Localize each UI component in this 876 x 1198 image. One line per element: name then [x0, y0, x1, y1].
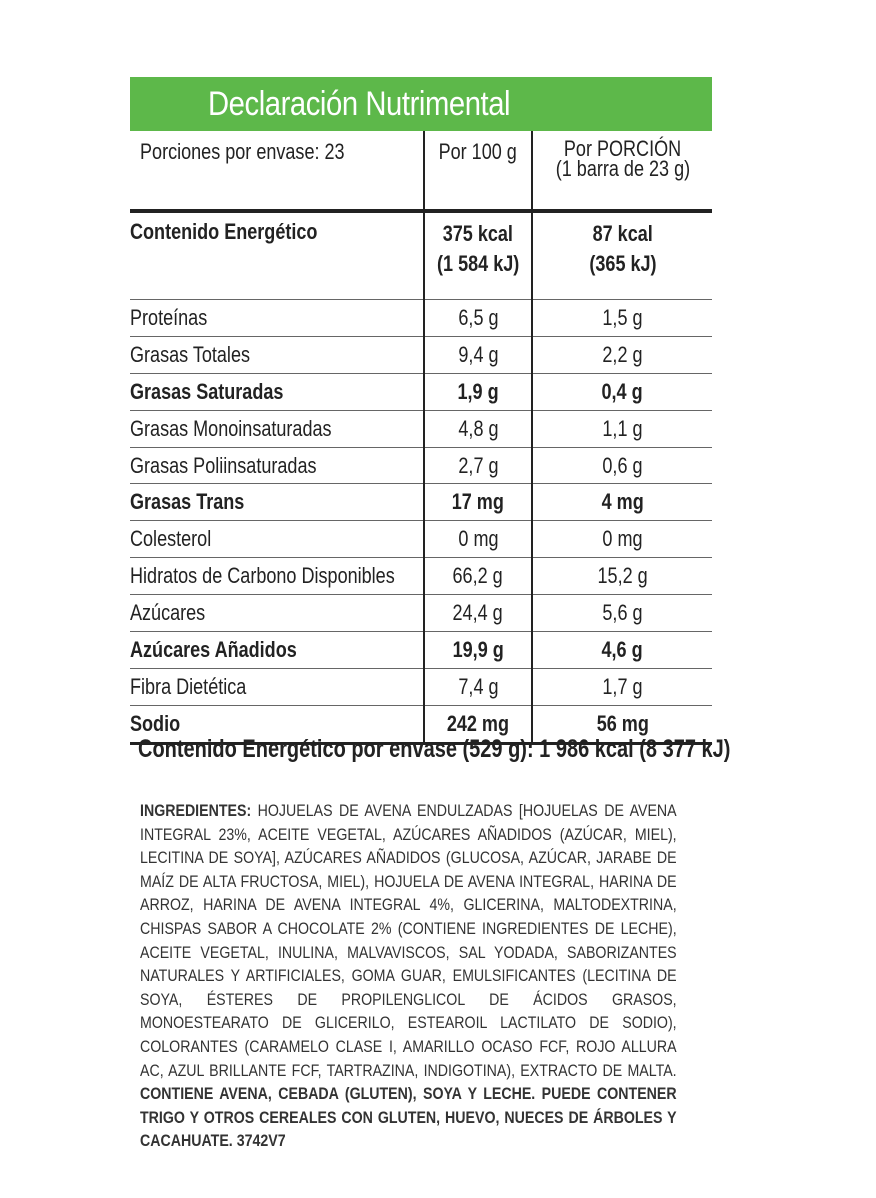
energy-per100-kcal: 375 kcal [442, 221, 514, 246]
nutrient-row-grasas-trans [130, 484, 712, 521]
nutrient-name: Azúcares Añadidos [130, 636, 297, 662]
nutrient-portion: 2,2 g [602, 341, 643, 367]
per-portion-subheader: (1 barra de 23 g) [555, 156, 690, 181]
nutrient-per100: 9,4 g [457, 341, 499, 367]
nutrient-portion: 1,7 g [602, 673, 643, 699]
per-100g-header: Por 100 g [438, 139, 518, 164]
nutrition-label [130, 77, 712, 745]
ingredients-label: INGREDIENTES: [140, 802, 252, 820]
energy-label: Contenido Energético [130, 219, 318, 244]
nutrient-per100: 4,8 g [457, 415, 499, 441]
nutrient-portion: 1,5 g [602, 304, 643, 330]
nutrient-portion: 56 mg [596, 710, 649, 736]
per-portion-header: Por PORCIÓN [563, 136, 682, 161]
ingredients-text: HOJUELAS DE AVENA ENDULZADAS [HOJUELAS DE AVENA INTEGRAL 23%, ACEITE VEGETAL, AZÚCARES AÑADIDOS (AZÚCAR, MIEL), LECITINA DE SOYA], AZÚCARES AÑADIDOS (GLUCOSA, AZÚCAR, JARABE DE MAÍZ DE ALTA FRUCTOSA, MIEL), HOJUELA DE AVENA INTEGRAL, HARINA DE ARROZ, HARINA DE AVENA INTEGRAL 4%, GLICERINA, MALTODEXTRINA, CHISPAS SABOR A CHOCOLATE 2% (CONTIENE INGREDIENTES DE LECHE), ACEITE VEGETAL, INULINA, MALVAVISCOS, SAL YODADA, SABORIZANTES NATURALES Y ARTIFICIALES, GOMA GUAR, EMULSIFICANTES (LECITINA DE SOYA, ÉSTERES DE PROPILENGLICOL DE ÁCIDOS GRASOS, MONOESTEARATO DE GLICERILO, ESTEAROIL LACTILATO DE SODIO), COLORANTES (CARAMELO CLASE I, AMARILLO OCASO FCF, ROJO ALLURA AC, AZUL BRILLANTE FCF, TARTRAZINA, INDIGOTINA), EXTRACTO DE MALTA. [140, 802, 677, 1080]
nutrient-portion: 4 mg [601, 489, 644, 515]
nutrient-per100: 1,9 g [457, 378, 499, 404]
energy-portion-kcal: 87 kcal [592, 221, 653, 246]
ingredients-block [140, 800, 677, 1154]
nutrient-row-grasas-monoinsaturadas [130, 410, 712, 447]
nutrient-row-colesterol [130, 521, 712, 558]
nutrient-portion: 4,6 g [601, 636, 644, 662]
energy-per100-kj: (1 584 kJ) [436, 251, 520, 276]
header-row [130, 131, 712, 211]
nutrient-row-fibra [130, 668, 712, 705]
nutrient-row-azucares-anadidos [130, 632, 712, 669]
nutrient-row-hidratos [130, 558, 712, 595]
nutrient-portion: 0 mg [602, 526, 643, 552]
nutrient-name: Grasas Saturadas [130, 378, 284, 404]
nutrient-name: Grasas Totales [130, 341, 251, 367]
energy-portion-kj: (365 kJ) [588, 251, 657, 276]
nutrient-row-proteinas [130, 300, 712, 337]
nutrient-per100: 6,5 g [457, 304, 499, 330]
title-bar [130, 77, 712, 131]
nutrient-row-azucares [130, 595, 712, 632]
nutrient-portion: 5,6 g [602, 600, 643, 626]
label-title: Declaración Nutrimental [208, 84, 511, 123]
energy-per-package: Contenido Energético por envase (529 g): 1 986 kcal (8 377 kJ) [138, 735, 731, 763]
nutrient-row-grasas-saturadas [130, 373, 712, 410]
nutrient-portion: 0,4 g [601, 378, 644, 404]
nutrient-name: Grasas Poliinsaturadas [130, 452, 317, 478]
nutrient-per100: 24,4 g [452, 600, 504, 626]
allergens-text: CONTIENE AVENA, CEBADA (GLUTEN), SOYA Y LECHE. PUEDE CONTENER TRIGO Y OTROS CEREALES CON GLUTEN, HUEVO, NUECES DE ÁRBOLES Y CACAHUATE. 3742V7 [140, 1085, 677, 1151]
nutrient-name: Grasas Trans [130, 489, 245, 515]
nutrient-name: Azúcares [130, 600, 206, 626]
nutrient-per100: 2,7 g [457, 452, 499, 478]
nutrient-per100: 7,4 g [457, 673, 499, 699]
nutrient-per100: 19,9 g [452, 636, 504, 662]
nutrient-name: Proteínas [130, 304, 208, 330]
nutrient-name: Colesterol [130, 526, 212, 552]
nutrient-portion: 15,2 g [597, 563, 648, 589]
portions-per-package: Porciones por envase: 23 [140, 139, 345, 164]
energy-row [130, 211, 712, 300]
nutrient-portion: 1,1 g [602, 415, 643, 441]
nutrient-per100: 66,2 g [452, 563, 504, 589]
nutrient-per100: 17 mg [451, 489, 505, 515]
nutrient-name: Hidratos de Carbono Disponibles [130, 563, 395, 589]
nutrient-row-grasas-totales [130, 336, 712, 373]
nutrient-portion: 0,6 g [602, 452, 643, 478]
nutrient-per100: 242 mg [446, 710, 510, 736]
nutrient-name: Fibra Dietética [130, 673, 247, 699]
nutrient-name: Grasas Monoinsaturadas [130, 415, 332, 441]
nutrition-table [130, 131, 712, 745]
nutrient-name: Sodio [130, 710, 181, 736]
nutrient-row-grasas-poliinsaturadas [130, 447, 712, 484]
nutrient-per100: 0 mg [457, 526, 499, 552]
